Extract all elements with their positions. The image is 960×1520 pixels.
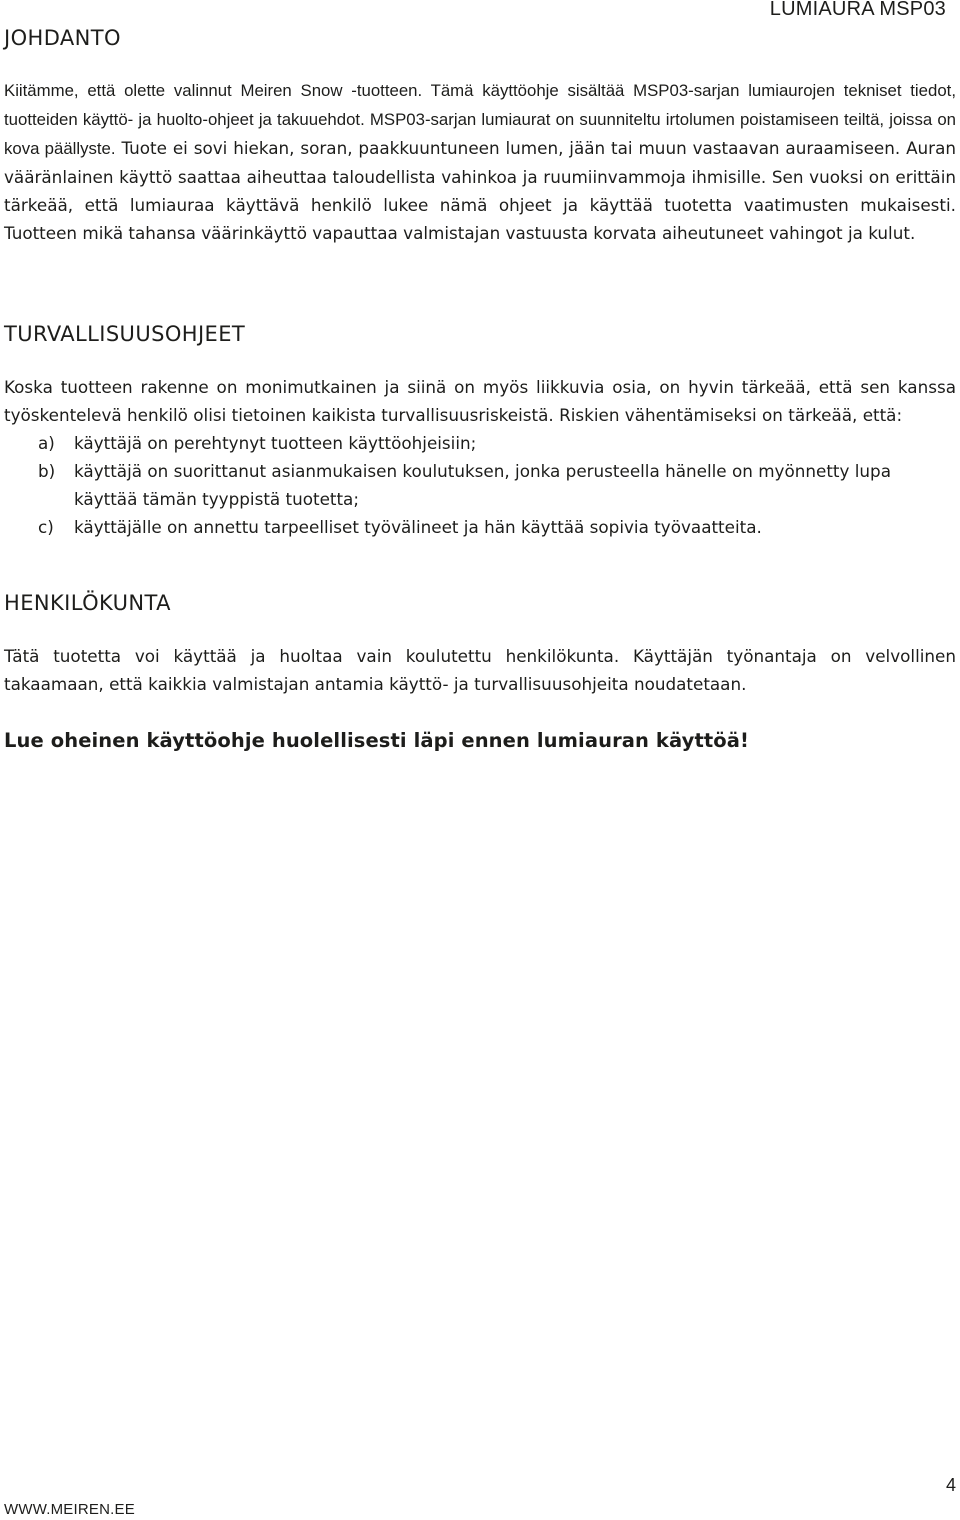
safety-list [4,429,956,541]
intro-text-part2: Tuote ei sovi hiekan, soran, paakkuuntuneen lumen, jään tai muun vastaavan auraamiseen. Auran vääränlainen käyttö saattaa aiheuttaa taloudellista vahinkoa ja ruumiinvammoja ihmisille. Sen vuoksi on erittäin tärkeää, että lumiauraa käyttävä henkilö lukee nämä ohjeet ja käyttää tuotetta vaatimusten mukaisesti. Tuotteen mikä tahansa väärinkäyttö vapauttaa valmistajan vastuusta korvata aiheutuneet vahingot ja kulut. [4,138,956,243]
intro-text-part1: Kiitämme, että olette valinnut Meiren Snow -tuotteen. Tämä käyttöohje sisältää MSP03-sarjan lumiaurojen tekniset tiedot, tuotteiden käyttö- ja huolto-ohjeet ja takuuehdot. MSP03-sarjan lumiaurat on suunniteltu irtolumen poistamiseen teiltä, joissa on kova päällyste. [4,81,956,158]
product-header: LUMIAURA MSP03 [769,0,946,20]
page-number: 4 [945,1475,956,1495]
list-marker: b) [38,461,56,481]
list-item-text: käyttäjä on perehtynyt tuotteen käyttöohjeisiin; [74,433,477,453]
intro-heading: JOHDANTO [4,26,121,50]
staff-paragraph: Tätä tuotetta voi käyttää ja huoltaa vain koulutettu henkilökunta. Käyttäjän työnantaja on velvollinen takaamaan, että kaikkia valmistajan antamia käyttö- ja turvallisuusohjeita noudatetaan. [4,646,956,694]
intro-paragraph [4,76,956,247]
list-item [4,429,956,457]
list-item-text: käyttäjä on suorittanut asianmukaisen koulutuksen, jonka perusteella hänelle on myönnetty lupa käyttää tämän tyyppistä tuotetta; [74,461,891,509]
list-marker: a) [38,433,55,453]
read-manual-notice: Lue oheinen käyttöohje huolellisesti läpi ennen lumiauran käyttöä! [4,729,750,752]
footer-url[interactable]: WWW.MEIREN.EE [4,1501,135,1518]
list-marker: c) [38,517,54,537]
list-item [4,457,956,513]
safety-heading: TURVALLISUUSOHJEET [4,322,246,346]
list-item-text: käyttäjälle on annettu tarpeelliset työvälineet ja hän käyttää sopivia työvaatteita. [74,517,762,537]
staff-heading: HENKILÖKUNTA [4,591,171,615]
list-item [4,513,956,541]
safety-paragraph: Koska tuotteen rakenne on monimutkainen ja siinä on myös liikkuvia osia, on hyvin tärkeää, että sen kanssa työskentelevä henkilö olisi tietoinen kaikista turvallisuusriskeistä. Riskien vähentämiseksi on tärkeää, että: [4,377,956,425]
